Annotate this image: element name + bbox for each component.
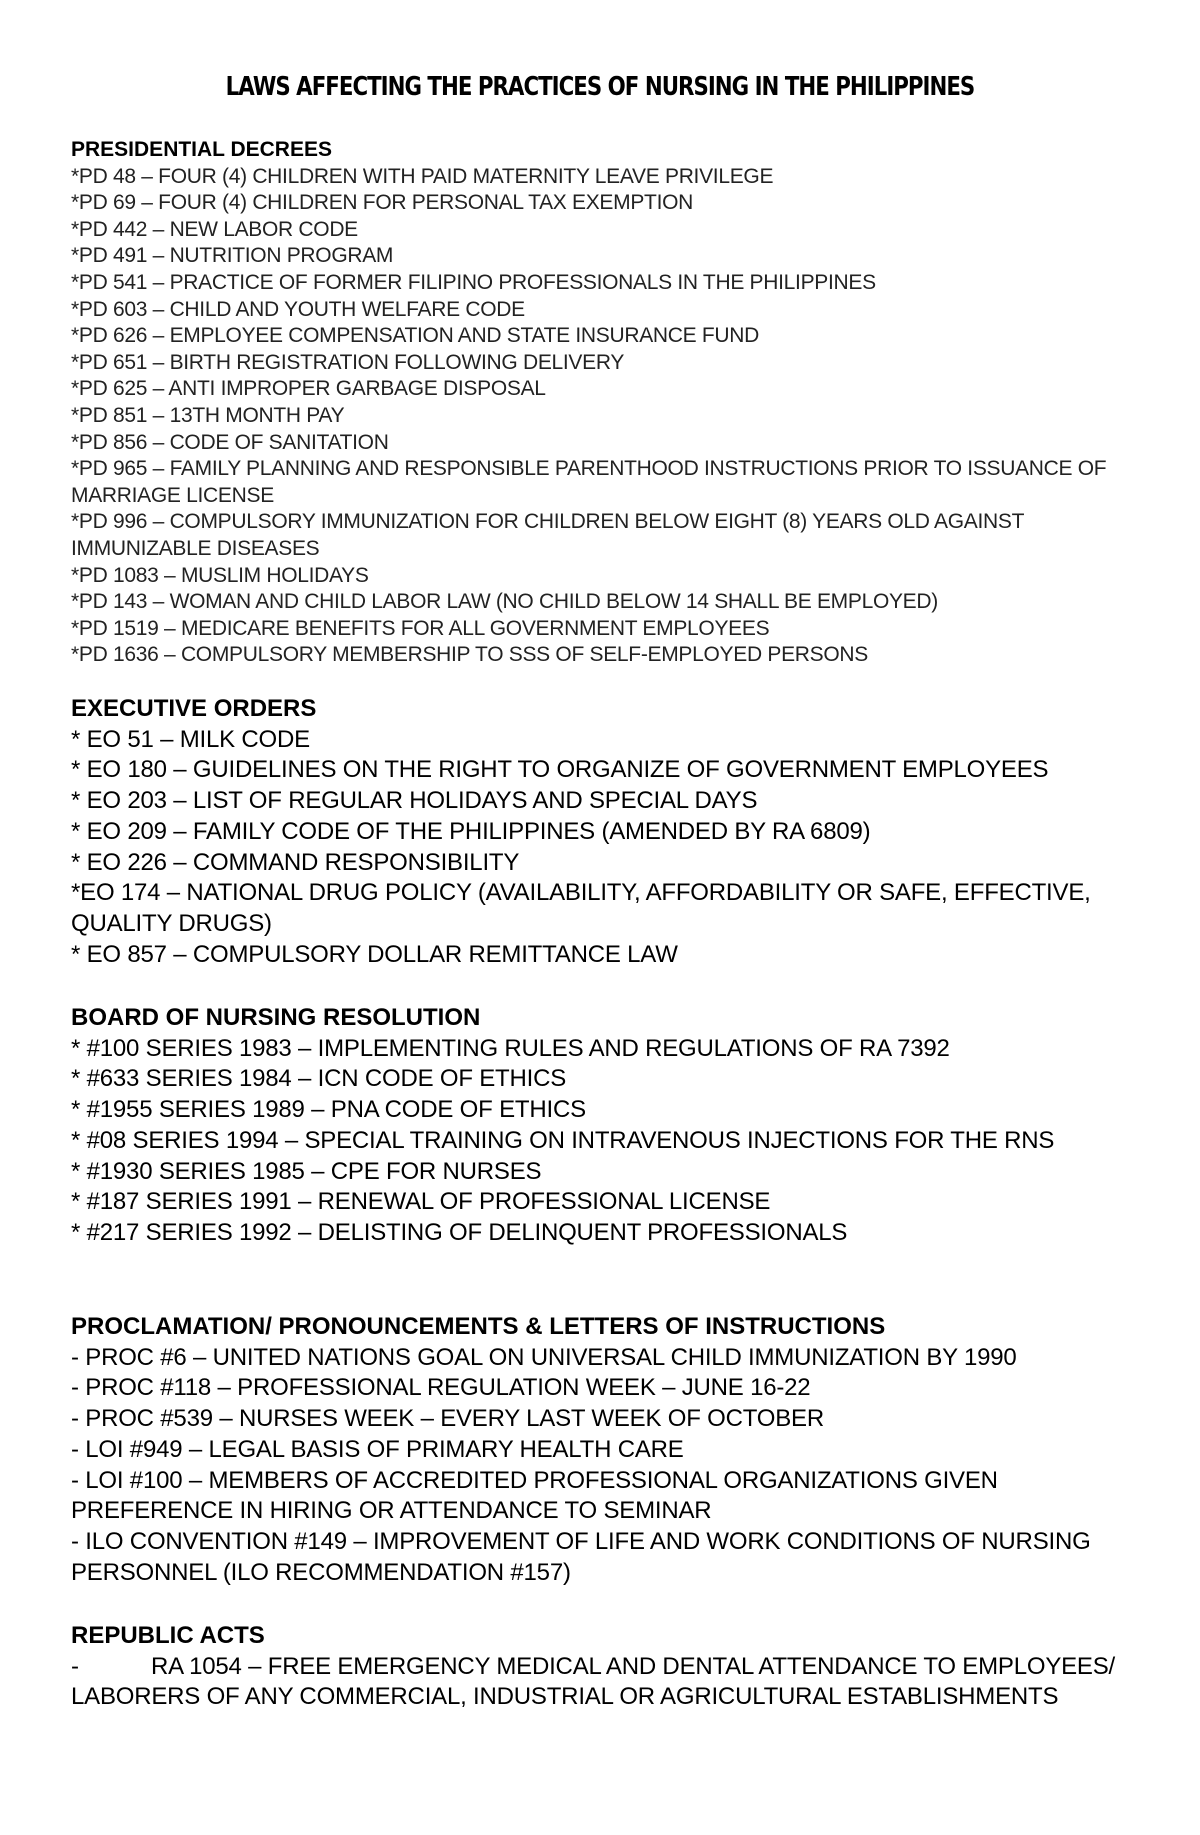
list-item: *PD 1083 – MUSLIM HOLIDAYS: [71, 563, 369, 587]
list-item: * EO 51 – MILK CODE: [71, 725, 310, 753]
list-item: - LOI #100 – MEMBERS OF ACCREDITED PROFESSIONAL ORGANIZATIONS GIVEN PREFERENCE IN HIRING OR ATTENDANCE TO SEMINAR: [71, 1466, 998, 1525]
list-item: *PD 541 – PRACTICE OF FORMER FILIPINO PROFESSIONALS IN THE PHILIPPINES: [71, 270, 876, 294]
list-item: *PD 626 – EMPLOYEE COMPENSATION AND STATE INSURANCE FUND: [71, 324, 760, 348]
list-item: *PD 491 – NUTRITION PROGRAM: [71, 244, 394, 268]
list-item: * EO 203 – LIST OF REGULAR HOLIDAYS AND SPECIAL DAYS: [71, 787, 758, 815]
list-item: - PROC #118 – PROFESSIONAL REGULATION WEEK – JUNE 16-22: [71, 1374, 811, 1402]
executive-orders-section: [71, 694, 1151, 970]
list-item: * #187 SERIES 1991 – RENEWAL OF PROFESSIONAL LICENSE: [71, 1188, 771, 1216]
list-item: *PD 1636 – COMPULSORY MEMBERSHIP TO SSS OF SELF-EMPLOYED PERSONS: [71, 643, 868, 667]
section-heading: PRESIDENTIAL DECREES: [71, 138, 332, 161]
list-item: *PD 143 – WOMAN AND CHILD LABOR LAW (NO CHILD BELOW 14 SHALL BE EMPLOYED): [71, 590, 938, 614]
list-item: * #217 SERIES 1992 – DELISTING OF DELINQUENT PROFESSIONALS: [71, 1218, 848, 1246]
list-item: *PD 856 – CODE OF SANITATION: [71, 430, 389, 454]
list-bullet: -: [71, 1652, 79, 1680]
list-item: [71, 1652, 1151, 1713]
list-item: * EO 857 – COMPULSORY DOLLAR REMITTANCE LAW: [71, 940, 678, 968]
list-item: *PD 442 – NEW LABOR CODE: [71, 217, 358, 241]
list-item: - PROC #539 – NURSES WEEK – EVERY LAST WEEK OF OCTOBER: [71, 1405, 824, 1433]
section-heading: REPUBLIC ACTS: [71, 1622, 265, 1649]
list-item: *PD 69 – FOUR (4) CHILDREN FOR PERSONAL TAX EXEMPTION: [71, 191, 694, 215]
page-title: LAWS AFFECTING THE PRACTICES OF NURSING IN THE PHILIPPINES: [225, 72, 975, 102]
list-item: *PD 48 – FOUR (4) CHILDREN WITH PAID MATERNITY LEAVE PRIVILEGE: [71, 164, 774, 188]
section-heading: PROCLAMATION/ PRONOUNCEMENTS & LETTERS OF INSTRUCTIONS: [71, 1313, 886, 1340]
section-heading: BOARD OF NURSING RESOLUTION: [71, 1004, 481, 1031]
proclamations-section: [71, 1312, 1151, 1588]
list-item: *PD 603 – CHILD AND YOUTH WELFARE CODE: [71, 297, 525, 321]
list-item: * EO 180 – GUIDELINES ON THE RIGHT TO ORGANIZE OF GOVERNMENT EMPLOYEES: [71, 756, 1049, 784]
list-item: *PD 625 – ANTI IMPROPER GARBAGE DISPOSAL: [71, 377, 546, 401]
list-item: - LOI #949 – LEGAL BASIS OF PRIMARY HEALTH CARE: [71, 1435, 684, 1463]
list-item: * EO 209 – FAMILY CODE OF THE PHILIPPINES (AMENDED BY RA 6809): [71, 817, 871, 845]
list-item: *PD 996 – COMPULSORY IMMUNIZATION FOR CHILDREN BELOW EIGHT (8) YEARS OLD AGAINST IMMUNIZABLE DISEASES: [71, 510, 1024, 560]
board-of-nursing-section: [71, 1003, 1151, 1249]
presidential-decrees-section: [71, 137, 1151, 669]
list-item: - ILO CONVENTION #149 – IMPROVEMENT OF LIFE AND WORK CONDITIONS OF NURSING PERSONNEL (ILO RECOMMENDATION #157): [71, 1527, 1091, 1586]
list-item: * #08 SERIES 1994 – SPECIAL TRAINING ON INTRAVENOUS INJECTIONS FOR THE RNS: [71, 1126, 1055, 1154]
list-item: *PD 965 – FAMILY PLANNING AND RESPONSIBLE PARENTHOOD INSTRUCTIONS PRIOR TO ISSUANCE OF MARRIAGE LICENSE: [71, 457, 1107, 507]
list-item: *PD 651 – BIRTH REGISTRATION FOLLOWING DELIVERY: [71, 350, 625, 374]
republic-acts-section: [71, 1621, 1151, 1713]
list-item: *PD 851 – 13TH MONTH PAY: [71, 403, 345, 427]
list-item: * EO 226 – COMMAND RESPONSIBILITY: [71, 848, 520, 876]
list-item-text: RA 1054 – FREE EMERGENCY MEDICAL AND DENTAL ATTENDANCE TO EMPLOYEES/ LABORERS OF ANY COMMERCIAL, INDUSTRIAL OR AGRICULTURAL ESTABLISHMENTS: [71, 1652, 1116, 1711]
list-item: * #100 SERIES 1983 – IMPLEMENTING RULES AND REGULATIONS OF RA 7392: [71, 1034, 950, 1062]
list-item: *EO 174 – NATIONAL DRUG POLICY (AVAILABILITY, AFFORDABILITY OR SAFE, EFFECTIVE, QUALITY DRUGS): [71, 879, 1091, 937]
list-item: *PD 1519 – MEDICARE BENEFITS FOR ALL GOVERNMENT EMPLOYEES: [71, 616, 770, 640]
list-item: * #633 SERIES 1984 – ICN CODE OF ETHICS: [71, 1065, 567, 1093]
section-heading: EXECUTIVE ORDERS: [71, 695, 317, 722]
list-item: - PROC #6 – UNITED NATIONS GOAL ON UNIVERSAL CHILD IMMUNIZATION BY 1990: [71, 1343, 1017, 1371]
list-item: * #1955 SERIES 1989 – PNA CODE OF ETHICS: [71, 1096, 586, 1124]
list-item: * #1930 SERIES 1985 – CPE FOR NURSES: [71, 1157, 542, 1185]
